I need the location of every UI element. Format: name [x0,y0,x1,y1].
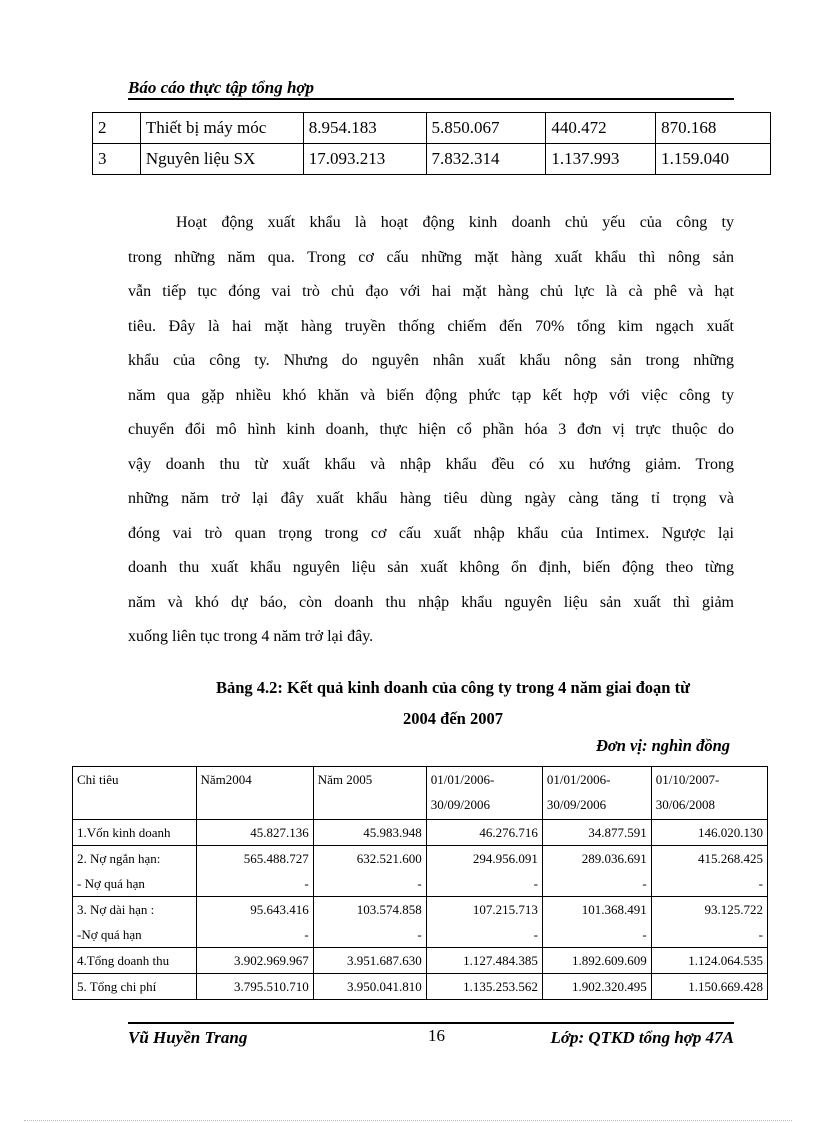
header-text: 30/09/2006 [430,797,490,812]
header-text: 30/06/2008 [655,797,715,812]
table-cell: 17.093.213 [303,144,426,175]
column-header [651,767,767,820]
page-number: 16 [428,1026,445,1045]
page-bottom-divider [24,1120,792,1121]
table-cell: 1.137.993 [546,144,656,175]
cell-value: 565.488.727 [243,851,309,866]
cell-value: 1.124.064.535 [688,953,763,968]
table-row [93,144,771,175]
page-footer [128,1022,734,1054]
table-cell [651,974,767,1000]
cell-value: 3.902.969.967 [233,953,309,968]
paragraph-line: chuyển đổi mô hình kinh doanh, thực hiện cổ phần hóa 3 đơn vị trực thuộc do [128,421,734,438]
paragraph-line: năm qua gặp nhiều khó khăn và biến động phức tạp kết hợp với việc công ty [128,386,734,404]
table-cell [196,820,313,846]
table-row [73,846,768,897]
cell-value: - [533,927,538,942]
row-label [73,846,197,897]
table-cell: Thiết bị máy móc [140,113,303,144]
table-cell [651,897,767,948]
cell-value: - [417,876,422,891]
header-text: Năm2004 [200,772,252,787]
table-cell [651,948,767,974]
table-cell [542,846,651,897]
table-cell [196,846,313,897]
header-text: 30/09/2006 [546,797,607,812]
header-text: 01/01/2006- [430,772,495,787]
paragraph-line: doanh thu xuất khẩu nguyên liệu sản xuất không ổn định, biến động theo từng [128,559,734,576]
paragraph-line: xuống liên tục trong 4 năm trở lại đây. [128,628,374,645]
row-label [73,897,197,948]
paragraph-line: đóng vai trò quan trọng trong cơ cấu xuất nhập khẩu của Intimex. Ngược lại [128,524,734,542]
footer-author: Vũ Huyền Trang [128,1028,248,1047]
cell-value: 1.902.320.495 [572,979,647,994]
table-cell: 1.159.040 [656,144,771,175]
table-cell [651,820,767,846]
page-header [128,76,734,100]
cell-value: - [533,876,538,891]
cell-value: - [758,927,763,942]
cell-value: 103.574.858 [356,902,422,917]
table-cell [542,948,651,974]
row-label-text: 1.Vốn kinh doanh [77,825,171,840]
table-cell: 2 [93,113,141,144]
body-paragraph [128,206,734,655]
table-cell [313,820,426,846]
table-cell: 440.472 [546,113,656,144]
table-row [93,113,771,144]
table-cell: 3 [93,144,141,175]
cell-value: - [304,876,309,891]
caption-line: Bảng 4.2: Kết quả kinh doanh của công ty trong 4 năm giai đoạn từ [216,678,690,697]
column-header [542,767,651,820]
table-cell [426,846,542,897]
cell-value: 289.036.691 [581,851,647,866]
equipment-table [92,112,771,175]
table-cell [542,820,651,846]
row-label [73,820,197,846]
table-cell [196,948,313,974]
row-label [73,974,197,1000]
cell-value: - [758,876,763,891]
paragraph-line: tiêu. Đây là hai mặt hàng truyền thống chiếm đến 70% tổng kim ngạch xuất [128,317,734,335]
cell-value: 294.956.091 [472,851,538,866]
header-text [318,792,422,817]
table-header-row [73,767,768,820]
cell-value: 46.276.716 [479,825,538,840]
table-cell [313,948,426,974]
table-cell: 5.850.067 [426,113,546,144]
table-cell: 870.168 [656,113,771,144]
header-text: 01/10/2007- [655,772,720,787]
table-cell [426,897,542,948]
table-cell [542,897,651,948]
table-cell [426,974,542,1000]
table-row [73,897,768,948]
column-header [313,767,426,820]
paragraph-line: khẩu của công ty. Nhưng do nguyên nhân xuất khẩu nông sản trong những [128,352,734,369]
footer-class: Lớp: QTKD tổng hợp 47A [550,1028,734,1047]
column-header [196,767,313,820]
row-label [73,948,197,974]
paragraph-line: năm và khó dự báo, còn doanh thu nhập khẩu nguyên liệu sản xuất thì giảm [128,593,734,611]
table-cell [313,974,426,1000]
header-text [201,792,309,817]
cell-value: 45.983.948 [363,825,422,840]
cell-value: - [642,876,647,891]
cell-value: 1.892.609.609 [572,953,647,968]
cell-value: 415.268.425 [698,851,763,866]
table-cell [426,820,542,846]
column-header [73,767,197,820]
cell-value: 93.125.722 [704,902,763,917]
paragraph-line: những năm trở lại đây xuất khẩu hàng tiêu dùng ngày càng tăng tỉ trọng và [128,490,734,507]
table-cell [651,846,767,897]
cell-value: 146.020.130 [698,825,763,840]
row-label-text: 3. Nợ dài hạn : [77,902,155,917]
table-cell [196,897,313,948]
header-text: Chỉ tiêu [77,772,119,787]
results-table [72,766,768,1000]
table-row [73,974,768,1000]
unit-label: Đơn vị: nghìn đồng [595,736,730,755]
table-caption [150,672,756,734]
paragraph-line: vẫn tiếp tục đóng vai trò chủ đạo với hai mặt hàng chủ lực là cà phê và hạt [128,283,734,300]
cell-value: 101.368.491 [581,902,647,917]
table-cell [196,974,313,1000]
table-cell: 8.954.183 [303,113,426,144]
table-cell: 7.832.314 [426,144,546,175]
cell-value: 34.877.591 [588,825,647,840]
cell-value: 3.951.687.630 [347,953,422,968]
header-title: Báo cáo thực tập tổng hợp [128,78,315,97]
header-text [77,792,192,817]
row-label-text: 5. Tổng chi phí [77,979,157,994]
header-text: 01/01/2006- [546,772,611,787]
cell-value: 3.950.041.810 [347,979,422,994]
cell-value: - [642,927,647,942]
table-cell: Nguyên liệu SX [140,144,303,175]
row-label-text: -Nợ quá hạn [77,927,142,942]
column-header [426,767,542,820]
paragraph-line: Hoạt động xuất khẩu là hoạt động kinh doanh chủ yếu của công ty [176,214,734,231]
cell-value: 1.150.669.428 [688,979,763,994]
table-row [73,948,768,974]
row-label-text: 2. Nợ ngắn hạn: [77,851,161,866]
cell-value: 632.521.600 [356,851,422,866]
cell-value: 107.215.713 [472,902,538,917]
paragraph-line: trong những năm qua. Trong cơ cấu những mặt hàng xuất khẩu thì nông sản [128,248,734,266]
table-cell [426,948,542,974]
cell-value: - [304,927,309,942]
table-cell [542,974,651,1000]
cell-value: 95.643.416 [250,902,309,917]
paragraph-line: vậy doanh thu từ xuất khẩu và nhập khẩu đều có xu hướng giảm. Trong [128,455,734,473]
row-label-text: 4.Tổng doanh thu [77,953,170,968]
table-row [73,820,768,846]
cell-value: 1.135.253.562 [463,979,538,994]
cell-value: - [417,927,422,942]
row-label-text: - Nợ quá hạn [77,876,145,891]
caption-line: 2004 đến 2007 [403,709,503,728]
cell-value: 1.127.484.385 [463,953,538,968]
cell-value: 45.827.136 [250,825,309,840]
table-cell [313,897,426,948]
cell-value: 3.795.510.710 [233,979,309,994]
header-text: Năm 2005 [317,772,373,787]
table-cell [313,846,426,897]
